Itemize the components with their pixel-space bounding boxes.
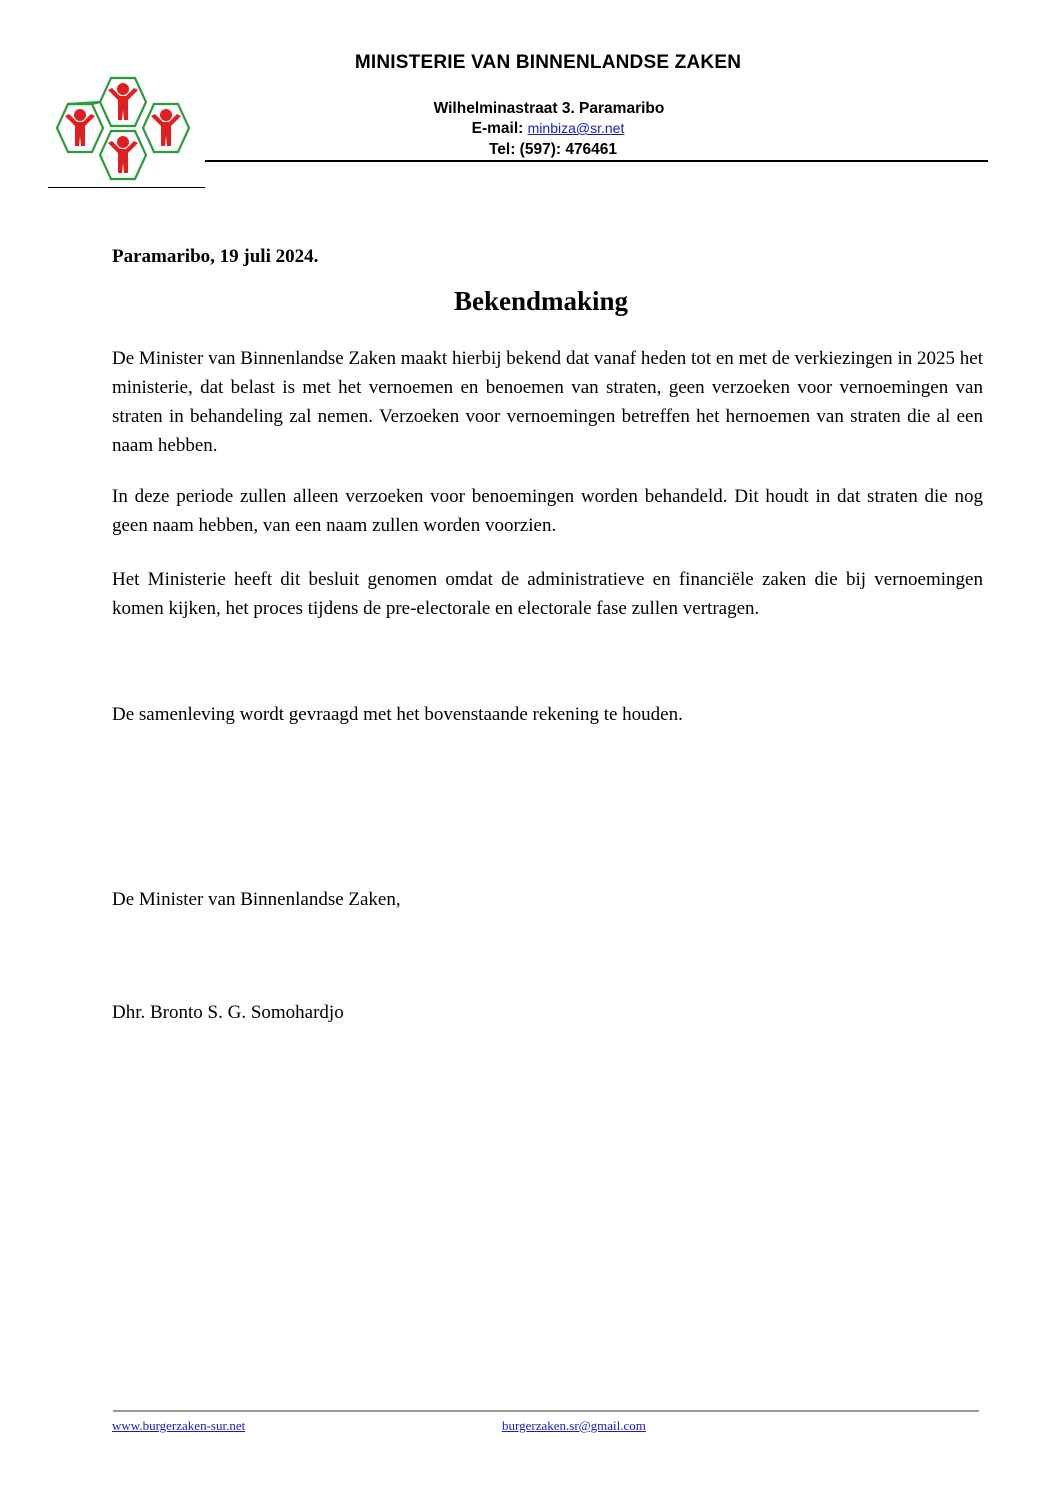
paragraph-4: De samenleving wordt gevraagd met het bovenstaande rekening te houden. bbox=[112, 704, 683, 725]
ministry-email-line bbox=[0, 120, 1058, 138]
signatory-name: Dhr. Bronto S. G. Somohardjo bbox=[112, 1002, 344, 1023]
header-divider bbox=[205, 160, 988, 162]
paragraph-2: In deze periode zullen alleen verzoeken voor benoemingen worden behandeld. Dit houdt in dat straten die nog geen naam hebben, van een naam zullen worden voorzien. bbox=[112, 486, 983, 536]
footer-divider bbox=[113, 1410, 979, 1412]
letter-date: Paramaribo, 19 juli 2024. bbox=[112, 246, 319, 267]
ministry-address: Wilhelminastraat 3. Paramaribo bbox=[433, 100, 665, 117]
ministry-email-link[interactable]: minbiza@sr.net bbox=[527, 120, 625, 136]
ministry-name: MINISTERIE VAN BINNENLANDSE ZAKEN bbox=[354, 52, 742, 73]
ministry-telephone: Tel: (597): 476461 bbox=[488, 141, 618, 158]
paragraph-3: Het Ministerie heeft dit besluit genomen omdat de administratieve en financiële zaken die bij vernoemingen komen kijken, het proces tijdens de pre-electorale en electorale fase zullen vertragen. bbox=[112, 569, 983, 619]
paragraph-1: De Minister van Binnenlandse Zaken maakt hierbij bekend dat vanaf heden tot en met de verkiezingen in 2025 het ministerie, dat belast is met het vernoemen en benoemen van straten, geen verzoeken voor vernoemingen van straten in behandeling zal nemen. Verzoeken voor vernoemingen betreffen het hernoemen van straten die al een naam hebben. bbox=[112, 348, 983, 456]
closing-line: De Minister van Binnenlandse Zaken, bbox=[112, 889, 401, 910]
footer-email-link[interactable]: burgerzaken.sr@gmail.com bbox=[502, 1418, 646, 1433]
footer-website-link[interactable]: www.burgerzaken-sur.net bbox=[112, 1418, 246, 1433]
logo-underline bbox=[48, 187, 205, 188]
email-label: E-mail: bbox=[471, 120, 524, 137]
letter-title: Bekendmaking bbox=[453, 286, 629, 316]
